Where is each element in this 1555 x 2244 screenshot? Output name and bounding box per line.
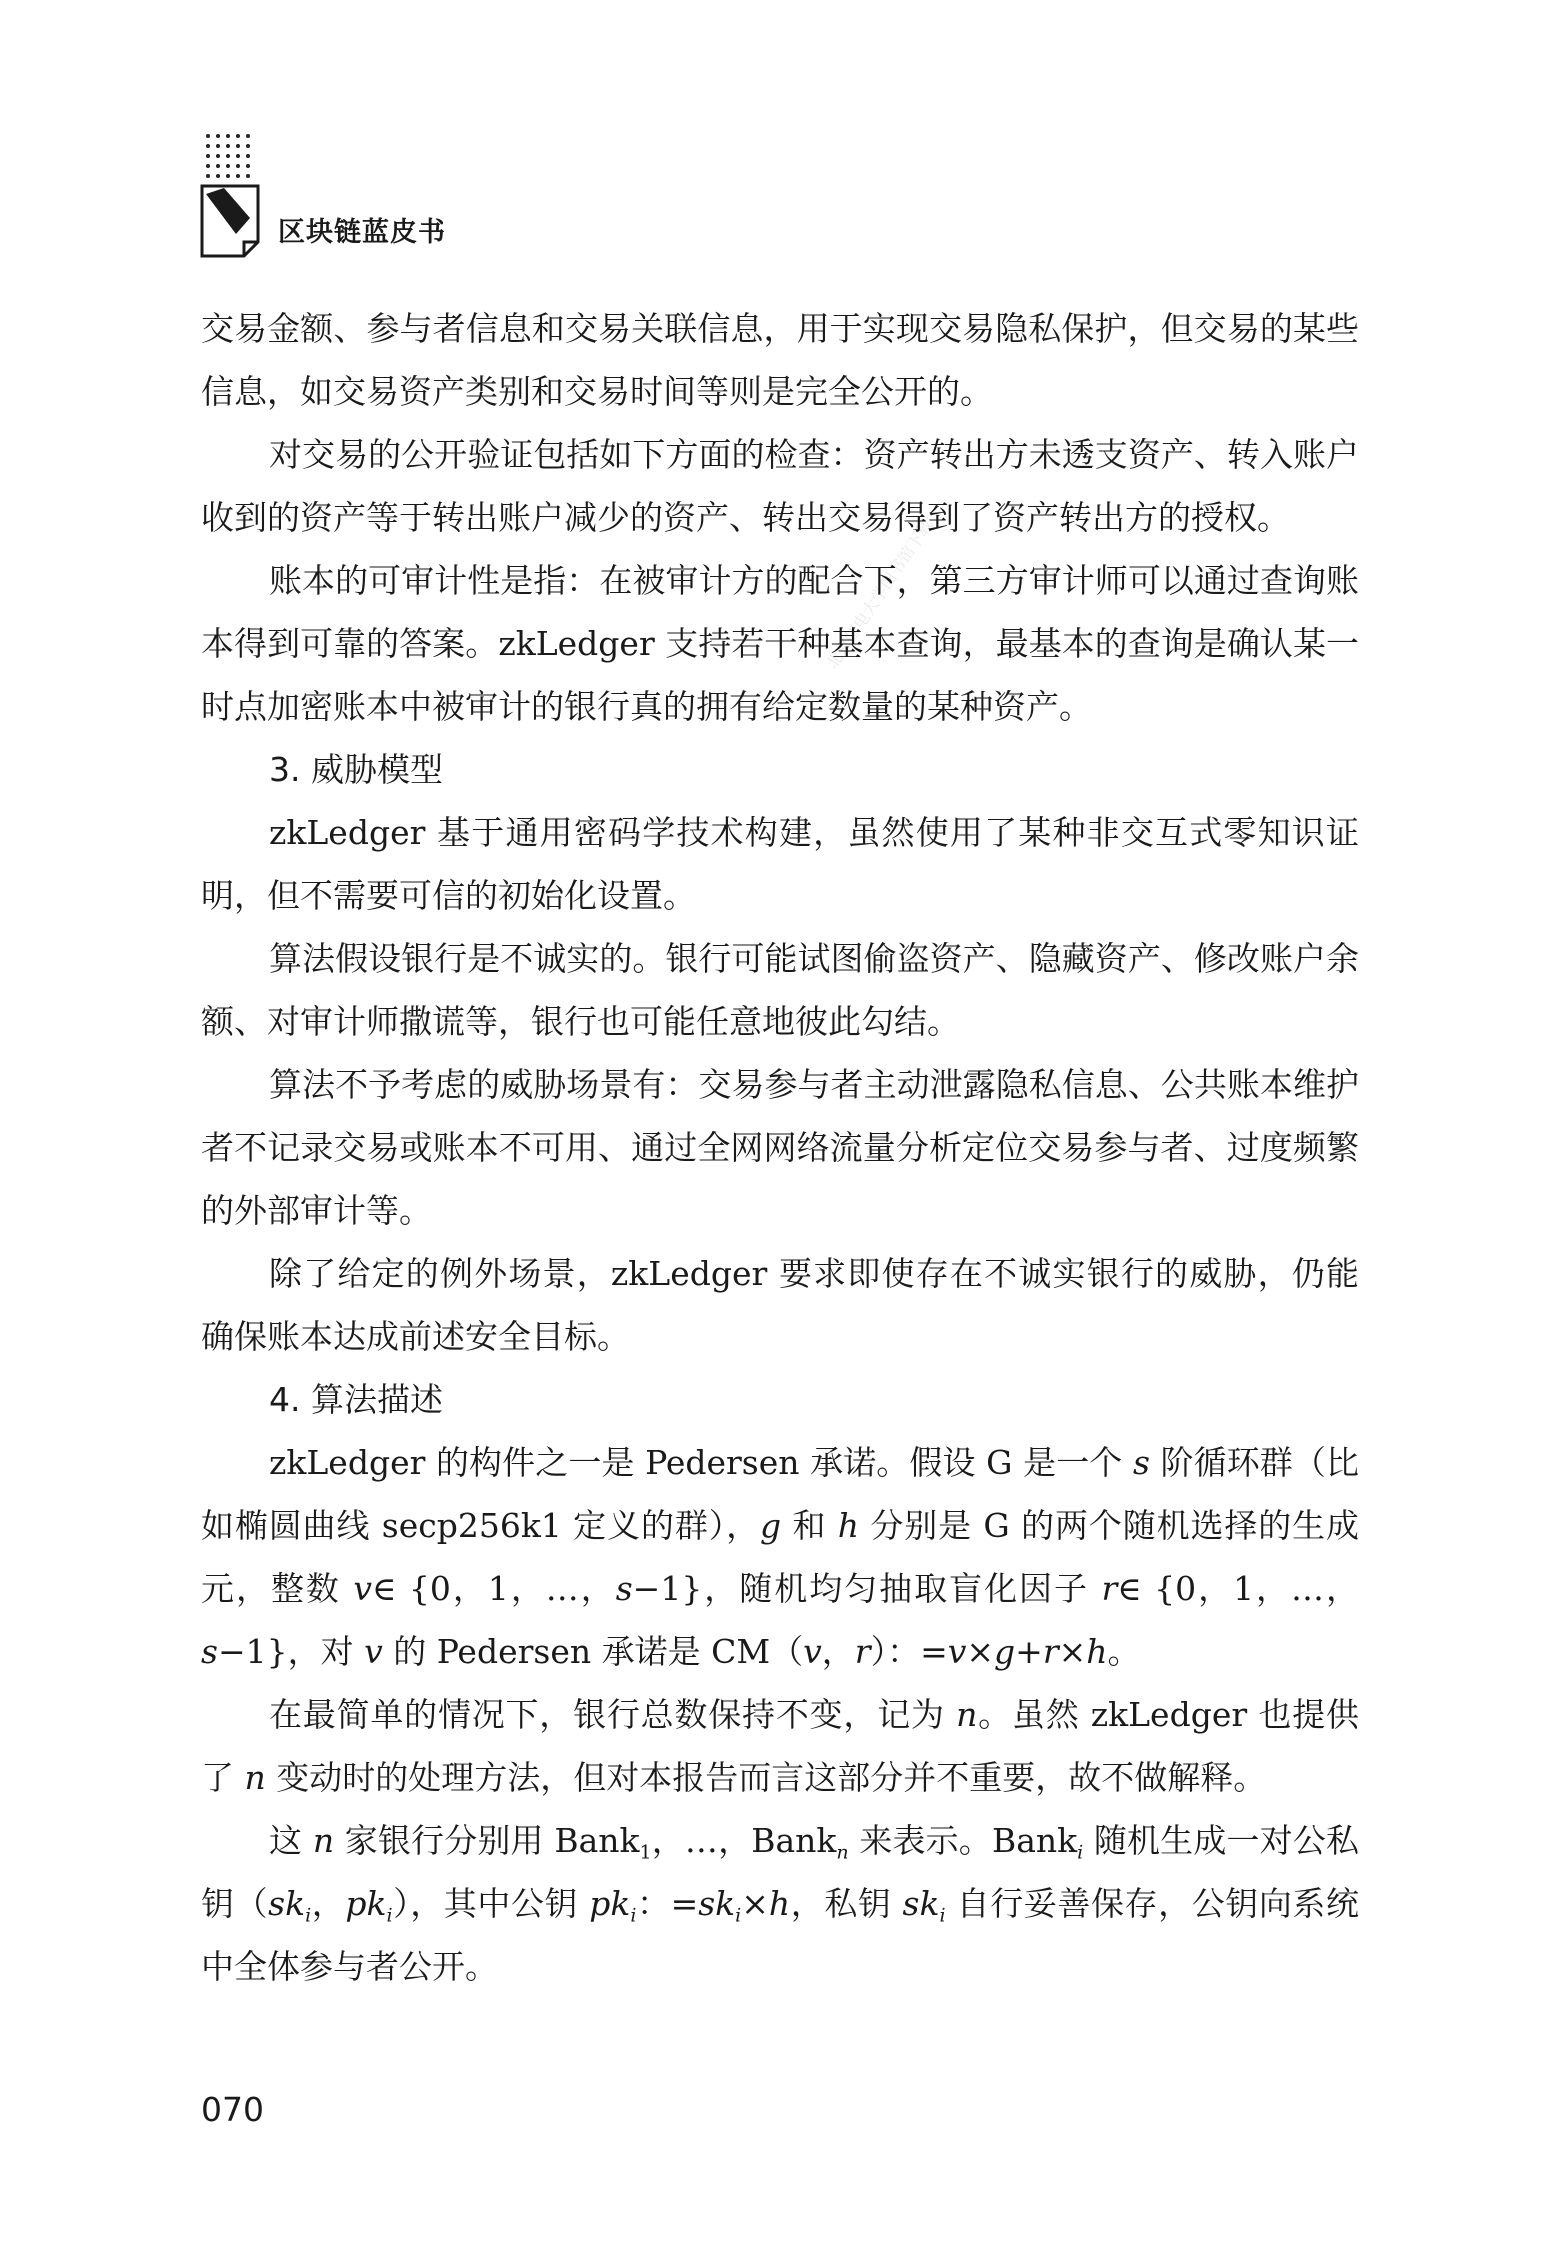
text-run: ，私钥 [790, 1884, 903, 1923]
math-var: sk [698, 1884, 736, 1923]
text-run: 和 [781, 1506, 838, 1545]
text-run: + [1015, 1632, 1043, 1671]
paragraph-3: 账本的可审计性是指：在被审计方的配合下，第三方审计师可以通过查询账本得到可靠的答案。zkLedger 支持若干种基本查询，最基本的查询是确认某一时点加密账本中被审计的银行真的拥有给定数量的某种资产。 [201, 561, 1359, 726]
series-title: 区块链蓝皮书 [278, 217, 446, 248]
subscript: i [735, 1904, 742, 1927]
text-run: 变动时的处理方法，但对本报告而言这部分并不重要，故不做解释。 [265, 1758, 1267, 1797]
paragraph-6: 算法不予考虑的威胁场景有：交易参与者主动泄露隐私信息、公共账本维护者不记录交易或账本不可用、通过全网网络流量分析定位交易参与者、过度频繁的外部审计等。 [201, 1065, 1359, 1230]
text-run: ∈ {0，1，…， [372, 1569, 616, 1608]
page-body [201, 297, 1359, 1998]
math-var: sk [268, 1884, 306, 1923]
math-var: pk [345, 1884, 387, 1923]
subscript: 1 [639, 1841, 652, 1864]
math-var: n [956, 1695, 978, 1734]
math-var: v [364, 1632, 383, 1671]
paragraph-5: 算法假设银行是不诚实的。银行可能试图偷盗资产、隐藏资产、修改账户余额、对审计师撒谎等，银行也可能任意地彼此勾结。 [201, 939, 1359, 1041]
section-heading-threat-model: 3. 威胁模型 [269, 750, 443, 789]
math-var: h [1086, 1632, 1108, 1671]
text-run: −1}，随机均匀抽取盲化因子 [632, 1569, 1102, 1608]
subscript: n [836, 1841, 849, 1864]
text-run: −1}，对 [217, 1632, 365, 1671]
math-var: v [353, 1569, 373, 1608]
math-var: s [1133, 1443, 1150, 1482]
math-var: h [768, 1884, 791, 1923]
paragraph-8 [201, 1431, 1359, 1683]
text-run: 随机生成一对公私钥（ [201, 1821, 1359, 1923]
math-var: h [837, 1506, 859, 1545]
subscript: i [630, 1904, 637, 1927]
math-var: g [759, 1506, 782, 1545]
paragraph-10 [201, 1809, 1359, 1998]
text-run: 的 Pedersen 承诺是 CM（ [382, 1632, 804, 1671]
text-run: 自行妥善保存，公钥向系统中全体参与者公开。 [201, 1884, 1360, 1986]
text-run: zkLedger 的构件之一是 Pedersen 承诺。假设 G 是一个 [269, 1443, 1133, 1482]
paragraph-9 [201, 1683, 1359, 1809]
subscript: i [939, 1904, 946, 1927]
running-header [200, 128, 800, 268]
dot-grid-icon [204, 132, 252, 186]
subscript: i [1077, 1841, 1084, 1864]
paragraph-4: zkLedger 基于通用密码学技术构建，虽然使用了某种非交互式零知识证明，但不需要可信的初始化设置。 [201, 813, 1359, 915]
page-number: 070 [201, 2090, 264, 2129]
text-run: × [741, 1884, 769, 1923]
text-run: ， [821, 1632, 855, 1671]
paragraph-2: 对交易的公开验证包括如下方面的检查：资产转出方未透支资产、转入账户收到的资产等于转出账户减少的资产、转出交易得到了资产转出方的授权。 [201, 435, 1359, 537]
text-run: × [1058, 1632, 1087, 1671]
text-run: 。 [1107, 1632, 1141, 1671]
math-var: r [1042, 1632, 1059, 1671]
math-var: sk [902, 1884, 940, 1923]
text-run: × [966, 1632, 995, 1671]
math-var: r [854, 1632, 871, 1671]
math-var: v [803, 1632, 822, 1671]
text-run: 家银行分别用 Bank [334, 1821, 640, 1860]
text-run: ：= [636, 1884, 699, 1923]
text-run: 阶循环群（比如椭圆曲线 secp256k1 定义的群）， [201, 1443, 1360, 1545]
text-run: 来表示。Bank [848, 1821, 1078, 1860]
math-var: r [1101, 1569, 1118, 1608]
paragraph-7: 除了给定的例外场景，zkLedger 要求即使存在不诚实银行的威胁，仍能确保账本达成前述安全目标。 [201, 1254, 1359, 1356]
text-run: ∈ {0，1，…， [1117, 1569, 1359, 1608]
section-heading-algorithm: 4. 算法描述 [269, 1380, 443, 1419]
text-run: ，…，Bank [651, 1821, 837, 1860]
math-var: n [244, 1758, 266, 1797]
text-run: 。虽然 zkLedger 也提供了 [201, 1695, 1359, 1797]
text-run: ）：= [870, 1632, 948, 1671]
math-var: g [994, 1632, 1016, 1671]
subscript: i [305, 1904, 312, 1927]
math-var: pk [589, 1884, 631, 1923]
text-run: 分别是 G 的两个随机选择的生成元，整数 [201, 1506, 1360, 1608]
text-run: ， [311, 1884, 346, 1923]
subscript: i [386, 1904, 393, 1927]
text-run: ），其中公钥 [392, 1884, 590, 1923]
paragraph-1: 交易金额、参与者信息和交易关联信息，用于实现交易隐私保护，但交易的某些信息，如交易资产类别和交易时间等则是完全公开的。 [201, 309, 1359, 411]
text-run: 在最简单的情况下，银行总数保持不变，记为 [269, 1695, 957, 1734]
text-run: 这 [269, 1821, 313, 1860]
math-var: s [615, 1569, 633, 1608]
math-var: n [312, 1821, 335, 1860]
book-corner-icon [200, 184, 262, 258]
library-watermark: 北京邮电大学图书馆下载 [822, 515, 937, 673]
math-var: s [201, 1632, 218, 1671]
math-var: v [947, 1632, 967, 1671]
